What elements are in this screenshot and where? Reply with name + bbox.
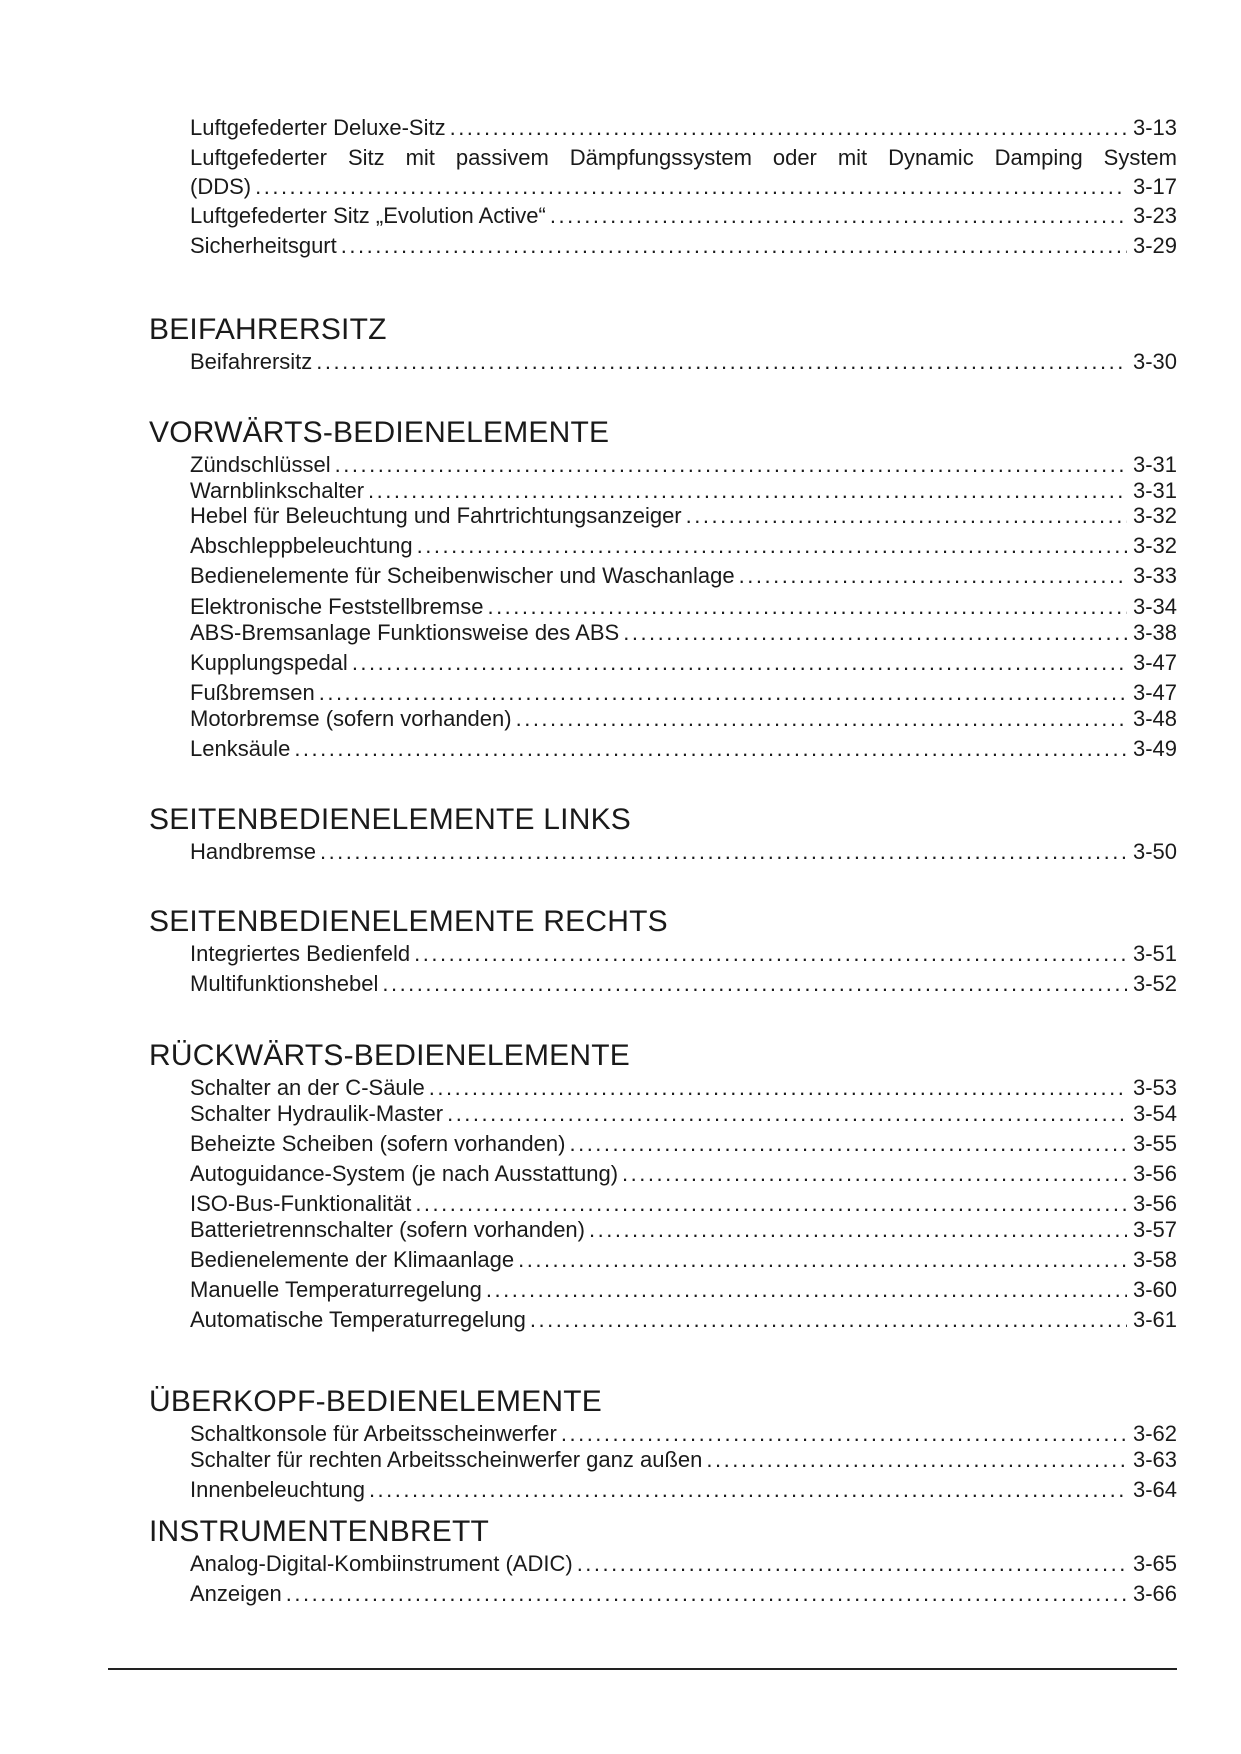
dot-leader [686, 503, 1127, 529]
toc-entry-page: 3-57 [1132, 1217, 1177, 1242]
toc-entry[interactable] [190, 1477, 1177, 1503]
dot-leader [369, 1477, 1127, 1503]
toc-entry-title: Autoguidance-System (je nach Ausstattung) [190, 1161, 619, 1186]
toc-entry[interactable] [190, 1277, 1177, 1303]
toc-entry-title: Integriertes Bedienfeld [190, 941, 411, 966]
toc-entry[interactable] [190, 1581, 1177, 1607]
toc-entry-page: 3-48 [1132, 706, 1177, 731]
toc-entry-page: 3-60 [1132, 1277, 1177, 1302]
toc-entry-title: Bedienelemente für Scheibenwischer und Waschanlage [190, 563, 735, 588]
toc-entry[interactable] [190, 452, 1177, 478]
section-heading: SEITENBEDIENELEMENTE RECHTS [149, 905, 668, 938]
dot-leader [319, 680, 1127, 706]
toc-entry-page: 3-32 [1132, 533, 1177, 558]
toc-entry[interactable] [190, 1551, 1177, 1577]
toc-entry-title: Schaltkonsole für Arbeitsscheinwerfer [190, 1421, 557, 1446]
toc-entry-title: Lenksäule [190, 736, 291, 761]
dot-leader [569, 1131, 1126, 1157]
toc-entry-title: Kupplungspedal [190, 650, 348, 675]
footer-divider [108, 1668, 1177, 1670]
dot-leader [550, 203, 1127, 229]
toc-entry-page: 3-63 [1132, 1447, 1177, 1472]
toc-entry-title: Motorbremse (sofern vorhanden) [190, 706, 512, 731]
dot-leader [382, 971, 1127, 997]
toc-entry[interactable] [190, 203, 1177, 229]
section-heading: SEITENBEDIENELEMENTE LINKS [149, 803, 631, 836]
dot-leader [320, 839, 1127, 865]
toc-entry[interactable] [190, 941, 1177, 967]
section-heading: BEIFAHRERSITZ [149, 313, 387, 346]
toc-entry-title: (DDS) [190, 174, 252, 199]
dot-leader [577, 1551, 1127, 1577]
toc-entry[interactable] [190, 594, 1177, 620]
toc-entry[interactable] [190, 680, 1177, 706]
dot-leader [623, 620, 1127, 646]
toc-entry-page: 3-17 [1132, 174, 1177, 199]
dot-leader [417, 533, 1127, 559]
toc-entry[interactable] [190, 1131, 1177, 1157]
toc-entry[interactable] [190, 478, 1177, 504]
toc-entry-page: 3-66 [1132, 1581, 1177, 1606]
toc-entry-title: Multifunktionshebel [190, 971, 379, 996]
toc-entry-title: Beifahrersitz [190, 349, 313, 374]
dot-leader [447, 1101, 1127, 1127]
dot-leader [561, 1421, 1127, 1447]
toc-entry-title: Luftgefederter Sitz „Evolution Active“ [190, 203, 546, 228]
toc-entry-title: Automatische Temperaturregelung [190, 1307, 526, 1332]
toc-entry-title: Hebel für Beleuchtung und Fahrtrichtungsanzeiger [190, 503, 682, 528]
toc-entry[interactable] [190, 1421, 1177, 1447]
toc-entry-page: 3-32 [1132, 503, 1177, 528]
toc-entry[interactable] [190, 1191, 1177, 1217]
toc-entry-title: Handbremse [190, 839, 316, 864]
toc-entry[interactable] [190, 233, 1177, 259]
toc-entry-title: ABS-Bremsanlage Funktionsweise des ABS [190, 620, 620, 645]
toc-entry-page: 3-58 [1132, 1247, 1177, 1272]
toc-entry-page: 3-34 [1132, 594, 1177, 619]
toc-entry-page: 3-31 [1132, 452, 1177, 477]
toc-entry[interactable] [190, 1447, 1177, 1473]
toc-entry[interactable] [190, 563, 1177, 589]
toc-entry[interactable] [190, 620, 1177, 646]
toc-entry[interactable] [190, 736, 1177, 762]
toc-entry[interactable] [190, 650, 1177, 676]
toc-entry-title: Batterietrennschalter (sofern vorhanden) [190, 1217, 585, 1242]
toc-entry-page: 3-13 [1132, 115, 1177, 140]
toc-entry-title-line1[interactable]: Luftgefederter Sitz mit passivem Dämpfungssystem oder mit Dynamic Damping System [190, 145, 1177, 170]
toc-entry[interactable] [190, 1101, 1177, 1127]
dot-leader [450, 115, 1127, 141]
section-heading: ÜBERKOPF-BEDIENELEMENTE [149, 1385, 603, 1418]
toc-entry[interactable] [190, 1217, 1177, 1243]
toc-entry-page: 3-30 [1132, 349, 1177, 374]
toc-entry-title: Schalter Hydraulik-Master [190, 1101, 444, 1126]
toc-entry-page: 3-56 [1132, 1161, 1177, 1186]
dot-leader [286, 1581, 1127, 1607]
toc-entry[interactable] [190, 503, 1177, 529]
toc-entry[interactable] [190, 1307, 1177, 1333]
dot-leader [316, 349, 1127, 375]
toc-entry-title: Anzeigen [190, 1581, 282, 1606]
dot-leader [415, 1191, 1127, 1217]
dot-leader [739, 563, 1127, 589]
toc-entry-title: Analog-Digital-Kombiinstrument (ADIC) [190, 1551, 573, 1576]
toc-entry-page: 3-54 [1132, 1101, 1177, 1126]
toc-entry-title: Elektronische Feststellbremse [190, 594, 484, 619]
dot-leader [368, 478, 1127, 504]
dot-leader [487, 594, 1127, 620]
toc-entry-page: 3-38 [1132, 620, 1177, 645]
dot-leader [516, 706, 1127, 732]
dot-leader [589, 1217, 1127, 1243]
dot-leader [518, 1247, 1127, 1273]
toc-entry-page: 3-47 [1132, 650, 1177, 675]
toc-entry-page: 3-51 [1132, 941, 1177, 966]
toc-entry-page: 3-61 [1132, 1307, 1177, 1332]
toc-entry-page: 3-50 [1132, 839, 1177, 864]
section-heading: INSTRUMENTENBRETT [149, 1515, 490, 1548]
toc-entry-page: 3-55 [1132, 1131, 1177, 1156]
toc-entry-title: Schalter an der C-Säule [190, 1075, 425, 1100]
toc-entry-title: Fußbremsen [190, 680, 315, 705]
toc-entry-title: Abschleppbeleuchtung [190, 533, 413, 558]
toc-entry-page: 3-23 [1132, 203, 1177, 228]
toc-entry-title: Luftgefederter Deluxe-Sitz [190, 115, 446, 140]
dot-leader [341, 233, 1127, 259]
toc-entry[interactable] [190, 533, 1177, 559]
section-heading: RÜCKWÄRTS-BEDIENELEMENTE [149, 1039, 630, 1072]
toc-entry-page: 3-49 [1132, 736, 1177, 761]
toc-entry-page: 3-33 [1132, 563, 1177, 588]
toc-entry[interactable] [190, 971, 1177, 997]
toc-entry-page: 3-31 [1132, 478, 1177, 503]
toc-entry-page: 3-64 [1132, 1477, 1177, 1502]
toc-entry-page: 3-62 [1132, 1421, 1177, 1446]
toc-entry-title: Manuelle Temperaturregelung [190, 1277, 482, 1302]
toc-entry-title: Warnblinkschalter [190, 478, 365, 503]
toc-entry-title: Schalter für rechten Arbeitsscheinwerfer ganz außen [190, 1447, 703, 1472]
section-heading: VORWÄRTS-BEDIENELEMENTE [149, 416, 610, 449]
dot-leader [706, 1447, 1127, 1473]
toc-entry[interactable] [190, 1075, 1177, 1101]
dot-leader [429, 1075, 1127, 1101]
toc-entry[interactable] [190, 115, 1177, 141]
toc-entry[interactable] [190, 1247, 1177, 1273]
dot-leader [414, 941, 1127, 967]
toc-entry-page: 3-52 [1132, 971, 1177, 996]
toc-entry[interactable] [190, 174, 1177, 200]
dot-leader [335, 452, 1127, 478]
toc-entry-page: 3-56 [1132, 1191, 1177, 1216]
dot-leader [530, 1307, 1127, 1333]
toc-entry-page: 3-53 [1132, 1075, 1177, 1100]
dot-leader [294, 736, 1127, 762]
dot-leader [486, 1277, 1127, 1303]
toc-entry-title: Zündschlüssel [190, 452, 331, 477]
toc-entry[interactable] [190, 1161, 1177, 1187]
toc-entry-page: 3-65 [1132, 1551, 1177, 1576]
toc-entry-title: Beheizte Scheiben (sofern vorhanden) [190, 1131, 566, 1156]
toc-entry-title: Innenbeleuchtung [190, 1477, 365, 1502]
toc-entry-page: 3-29 [1132, 233, 1177, 258]
toc-entry-title: Sicherheitsgurt [190, 233, 337, 258]
toc-entry[interactable] [190, 839, 1177, 865]
toc-entry-title: ISO-Bus-Funktionalität [190, 1191, 412, 1216]
toc-entry-page: 3-47 [1132, 680, 1177, 705]
toc-entry[interactable] [190, 706, 1177, 732]
dot-leader [352, 650, 1127, 676]
dot-leader [622, 1161, 1127, 1187]
dot-leader [255, 174, 1127, 200]
toc-entry[interactable] [190, 349, 1177, 375]
toc-entry-title: Bedienelemente der Klimaanlage [190, 1247, 515, 1272]
